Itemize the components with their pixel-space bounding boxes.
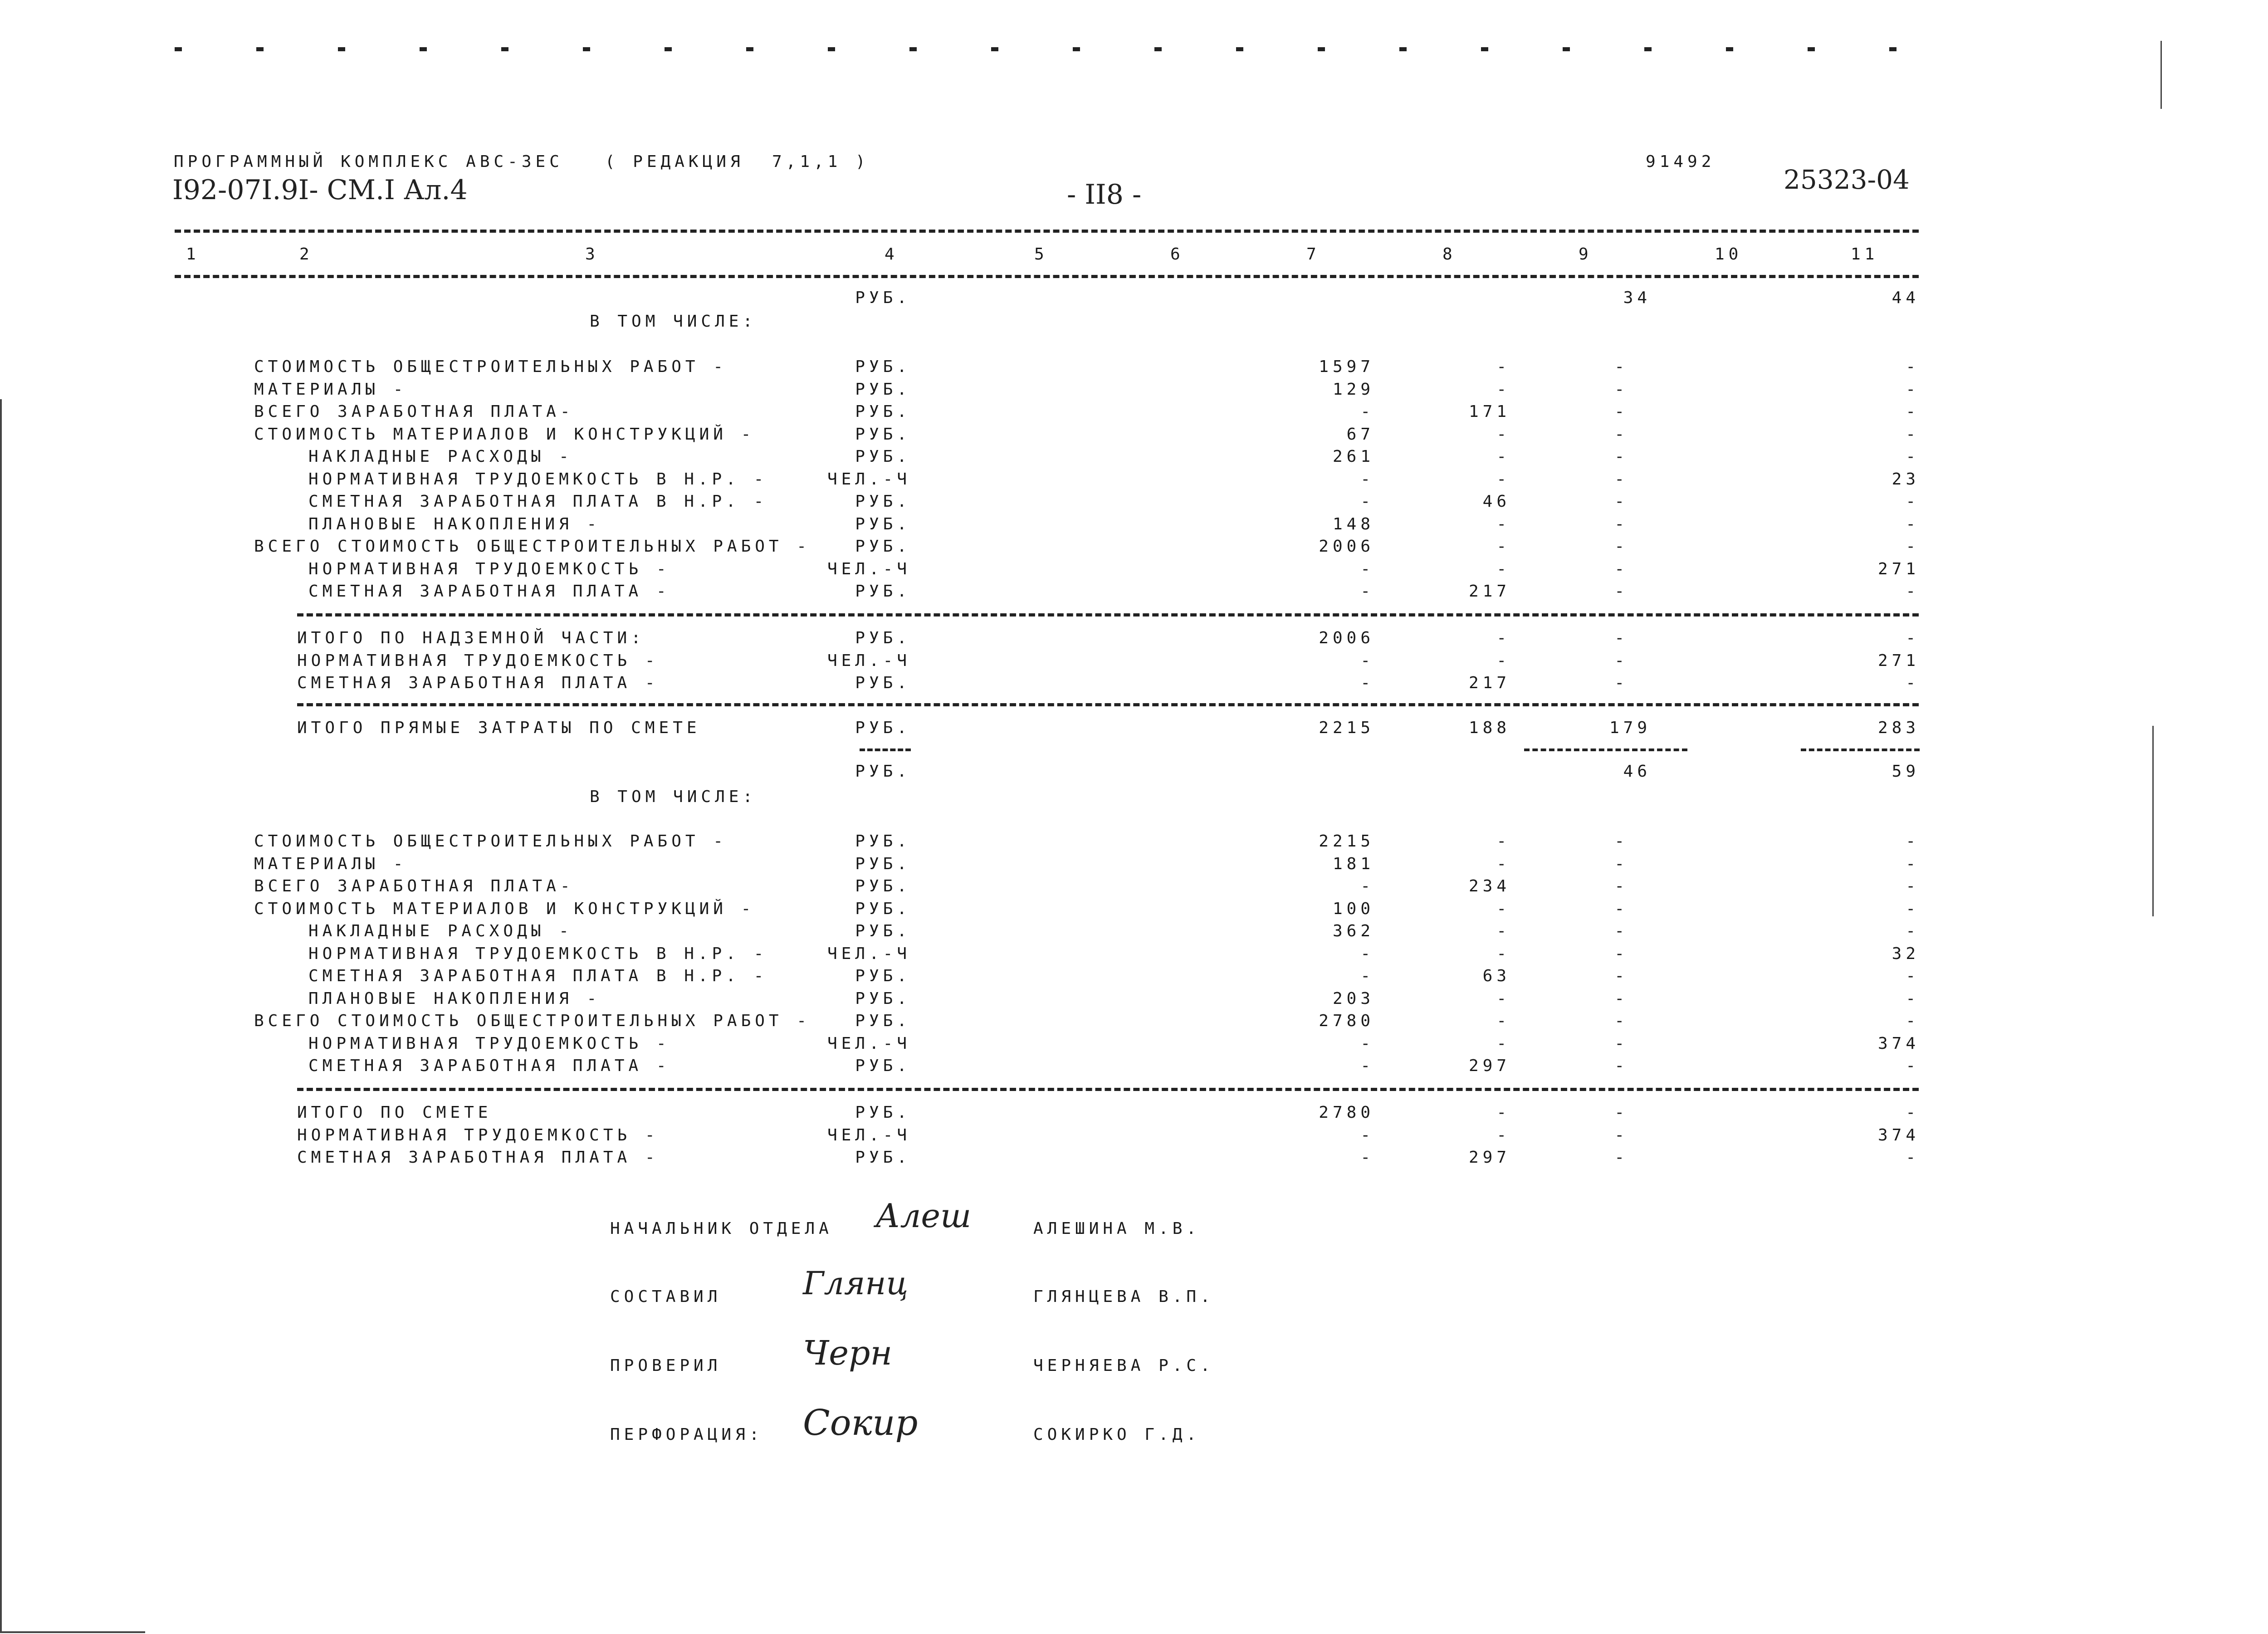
- row-unit: ЧЕЛ.-Ч: [827, 651, 911, 670]
- cell-col8: -: [1496, 1012, 1510, 1030]
- cell-col11: 271: [1877, 651, 1920, 670]
- subtotal-rule: [1801, 749, 1920, 751]
- row-label: СМЕТНАЯ ЗАРАБОТНАЯ ПЛАТА В Н.Р. -: [308, 967, 768, 985]
- row-label: НОРМАТИВНАЯ ТРУДОЕМКОСТЬ В Н.Р. -: [308, 944, 768, 963]
- subtotal-rule: [1524, 749, 1687, 751]
- cell-col11: -: [1906, 425, 1920, 444]
- row-label: МАТЕРИАЛЫ -: [254, 380, 407, 399]
- column-number: 7: [1306, 245, 1320, 264]
- cell-col11: 374: [1877, 1125, 1920, 1145]
- cell-col7: -: [1360, 559, 1374, 578]
- row-unit: ЧЕЛ.-Ч: [827, 1034, 911, 1053]
- row-label: НОРМАТИВНАЯ ТРУДОЕМКОСТЬ -: [308, 559, 670, 578]
- cell-col8: -: [1496, 854, 1510, 873]
- row-label: ПЛАНОВЫЕ НАКОПЛЕНИЯ -: [308, 514, 601, 533]
- perforation-dot: [501, 47, 508, 51]
- row-unit: РУБ.: [855, 922, 911, 940]
- cell-col11: -: [1906, 674, 1920, 692]
- row-unit: ЧЕЛ.-Ч: [827, 559, 911, 578]
- row-label: НАКЛАДНЫЕ РАСХОДЫ -: [308, 447, 573, 466]
- row-unit: РУБ.: [855, 380, 911, 399]
- cell-col11: 23: [1892, 470, 1920, 489]
- cell-col7: -: [1360, 582, 1374, 601]
- perforation-dot: [1726, 47, 1733, 51]
- column-number: 10: [1715, 245, 1743, 264]
- cell-col7: -: [1360, 967, 1374, 985]
- perforation-dot: [1808, 47, 1815, 51]
- cell-col8: -: [1496, 559, 1510, 578]
- cell-col8: -: [1496, 380, 1510, 399]
- cell-col7: 1597: [1319, 357, 1374, 376]
- cell-col8: -: [1496, 447, 1510, 466]
- row-label: ПЛАНОВЫЕ НАКОПЛЕНИЯ -: [308, 989, 601, 1008]
- row-label: ВСЕГО ЗАРАБОТНАЯ ПЛАТА-: [254, 877, 574, 895]
- cell-col11: -: [1906, 832, 1920, 851]
- row-unit: РУБ.: [855, 719, 911, 737]
- row-label: НОРМАТИВНАЯ ТРУДОЕМКОСТЬ -: [297, 651, 659, 670]
- cell-col8: 297: [1468, 1148, 1510, 1167]
- cell-col7: -: [1360, 1034, 1374, 1053]
- cell-col11: 59: [1892, 762, 1920, 781]
- subtotal-rule: [860, 749, 911, 751]
- divider: [297, 703, 1919, 706]
- cell-col7: -: [1360, 1125, 1374, 1145]
- signatory-name: АЛЕШИНА М.В.: [1033, 1219, 1201, 1238]
- row-unit: РУБ.: [855, 447, 911, 466]
- perforation-dot: [338, 47, 345, 51]
- handwritten-signature: Глянц: [803, 1265, 909, 1302]
- cell-col8: -: [1496, 651, 1510, 670]
- perforation-dot: [175, 47, 182, 51]
- cell-col8: -: [1496, 425, 1510, 444]
- cell-col9: -: [1614, 559, 1628, 578]
- cell-col7: 2006: [1319, 537, 1374, 556]
- cell-col7: 181: [1332, 854, 1374, 873]
- row-label: СТОИМОСТЬ МАТЕРИАЛОВ И КОНСТРУКЦИЙ -: [254, 425, 755, 444]
- cell-col11: -: [1906, 447, 1920, 466]
- sheet-id: I92-07I.9I- СМ.I Ал.4: [172, 174, 468, 206]
- cell-col11: -: [1906, 1057, 1920, 1075]
- cell-col7: -: [1360, 492, 1374, 511]
- cell-col11: -: [1906, 537, 1920, 556]
- cell-col7: -: [1360, 877, 1374, 895]
- cell-col9: -: [1614, 989, 1628, 1008]
- row-label: СМЕТНАЯ ЗАРАБОТНАЯ ПЛАТА -: [297, 674, 659, 692]
- cell-col8: -: [1496, 1034, 1510, 1053]
- cell-col9: -: [1614, 967, 1628, 985]
- cell-col9: -: [1614, 1034, 1628, 1053]
- cell-col8: -: [1496, 944, 1510, 963]
- cell-col9: -: [1614, 425, 1628, 444]
- cell-col8: -: [1496, 629, 1510, 647]
- row-unit: РУБ.: [855, 762, 911, 781]
- cell-col9: -: [1614, 922, 1628, 940]
- cell-col11: -: [1906, 899, 1920, 918]
- section-label: В ТОМ ЧИСЛЕ:: [590, 788, 757, 806]
- column-number: 8: [1442, 245, 1457, 264]
- signature-role: ПЕРФОРАЦИЯ:: [610, 1425, 763, 1444]
- cell-col7: 203: [1332, 989, 1374, 1008]
- column-number: 4: [885, 245, 899, 264]
- perforation-dot: [1563, 47, 1570, 51]
- perforation-dot: [1644, 47, 1652, 51]
- cell-col7: 129: [1332, 380, 1374, 399]
- scan-mark-right-2: [2152, 726, 2154, 916]
- page-number: - II8 -: [1067, 179, 1142, 210]
- cell-col7: 2215: [1319, 832, 1374, 851]
- row-label: НОРМАТИВНАЯ ТРУДОЕМКОСТЬ -: [297, 1125, 659, 1145]
- cell-col8: -: [1496, 899, 1510, 918]
- row-unit: РУБ.: [855, 629, 911, 647]
- cell-col11: -: [1906, 854, 1920, 873]
- scan-edge-left: [0, 399, 2, 1633]
- cell-col9: -: [1614, 537, 1628, 556]
- row-unit: РУБ.: [855, 1148, 911, 1167]
- cell-col7: 148: [1332, 514, 1374, 533]
- doc-code: 91492: [1646, 152, 1716, 171]
- row-unit: РУБ.: [855, 514, 911, 533]
- row-label: СТОИМОСТЬ ОБЩЕСТРОИТЕЛЬНЫХ РАБОТ -: [254, 832, 727, 851]
- perforation-dot: [1154, 47, 1162, 51]
- row-unit: РУБ.: [855, 1103, 911, 1122]
- cell-col9: -: [1614, 674, 1628, 692]
- cell-col11: 374: [1877, 1034, 1920, 1053]
- perforation-dot: [1318, 47, 1325, 51]
- row-unit: ЧЕЛ.-Ч: [827, 1125, 911, 1145]
- cell-col7: -: [1360, 402, 1374, 421]
- signature-role: СОСТАВИЛ: [610, 1287, 722, 1306]
- cell-col8: 63: [1482, 967, 1510, 985]
- cell-col9: 179: [1609, 719, 1651, 737]
- cell-col9: -: [1614, 1148, 1628, 1167]
- row-label: НОРМАТИВНАЯ ТРУДОЕМКОСТЬ -: [308, 1034, 670, 1053]
- cell-col7: 261: [1332, 447, 1374, 466]
- perforation-dot: [1889, 47, 1897, 51]
- cell-col8: -: [1496, 922, 1510, 940]
- row-label: ВСЕГО СТОИМОСТЬ ОБЩЕСТРОИТЕЛЬНЫХ РАБОТ -: [254, 537, 811, 556]
- cell-col9: -: [1614, 944, 1628, 963]
- row-unit: РУБ.: [855, 582, 911, 601]
- perforation-dot: [583, 47, 590, 51]
- row-unit: РУБ.: [855, 425, 911, 444]
- row-unit: ЧЕЛ.-Ч: [827, 470, 911, 489]
- divider: [297, 1088, 1919, 1091]
- handwritten-signature: Алеш: [875, 1197, 972, 1235]
- cell-col7: 2780: [1319, 1103, 1374, 1122]
- cell-col9: -: [1614, 470, 1628, 489]
- row-label: НОРМАТИВНАЯ ТРУДОЕМКОСТЬ В Н.Р. -: [308, 470, 768, 489]
- row-label: ВСЕГО ЗАРАБОТНАЯ ПЛАТА-: [254, 402, 574, 421]
- perforation-dot: [1399, 47, 1407, 51]
- row-unit: РУБ.: [855, 899, 911, 918]
- row-unit: РУБ.: [855, 537, 911, 556]
- cell-col9: -: [1614, 1125, 1628, 1145]
- row-label: СМЕТНАЯ ЗАРАБОТНАЯ ПЛАТА В Н.Р. -: [308, 492, 768, 511]
- cell-col9: -: [1614, 357, 1628, 376]
- cell-col11: -: [1906, 492, 1920, 511]
- cell-col11: -: [1906, 1103, 1920, 1122]
- row-unit: РУБ.: [855, 674, 911, 692]
- cell-col11: 44: [1892, 289, 1920, 307]
- row-unit: РУБ.: [855, 832, 911, 851]
- cell-col9: -: [1614, 447, 1628, 466]
- scan-edge-bottom: [0, 1631, 145, 1633]
- signatory-name: ГЛЯНЦЕВА В.П.: [1033, 1287, 1214, 1306]
- cell-col7: 2006: [1319, 629, 1374, 647]
- cell-col11: -: [1906, 514, 1920, 533]
- perforation-dot: [256, 47, 264, 51]
- cell-col7: 2215: [1319, 719, 1374, 737]
- scan-mark-right-1: [2160, 41, 2162, 109]
- cell-col8: -: [1496, 357, 1510, 376]
- signatory-name: ЧЕРНЯЕВА Р.С.: [1033, 1356, 1214, 1375]
- row-label: СТОИМОСТЬ ОБЩЕСТРОИТЕЛЬНЫХ РАБОТ -: [254, 357, 727, 376]
- cell-col8: 171: [1468, 402, 1510, 421]
- row-unit: РУБ.: [855, 1012, 911, 1030]
- cell-col9: -: [1614, 514, 1628, 533]
- divider-columns: [175, 275, 1919, 278]
- row-label: СМЕТНАЯ ЗАРАБОТНАЯ ПЛАТА -: [308, 1057, 670, 1075]
- perforation-dot: [828, 47, 835, 51]
- cell-col8: -: [1496, 1103, 1510, 1122]
- row-unit: РУБ.: [855, 854, 911, 873]
- cell-col7: -: [1360, 944, 1374, 963]
- row-unit: РУБ.: [855, 357, 911, 376]
- stamp-number: 25323-04: [1784, 164, 1910, 195]
- row-unit: РУБ.: [855, 492, 911, 511]
- cell-col11: -: [1906, 967, 1920, 985]
- cell-col7: -: [1360, 1057, 1374, 1075]
- perforation-dot: [909, 47, 917, 51]
- cell-col9: -: [1614, 1057, 1628, 1075]
- row-unit: РУБ.: [855, 989, 911, 1008]
- cell-col9: -: [1614, 1012, 1628, 1030]
- cell-col11: -: [1906, 1148, 1920, 1167]
- cell-col9: 34: [1623, 289, 1651, 307]
- divider: [297, 613, 1919, 616]
- cell-col9: 46: [1623, 762, 1651, 781]
- cell-col7: 100: [1332, 899, 1374, 918]
- cell-col8: -: [1496, 832, 1510, 851]
- cell-col8: 234: [1468, 877, 1510, 895]
- cell-col11: -: [1906, 629, 1920, 647]
- cell-col8: -: [1496, 989, 1510, 1008]
- row-label: СТОИМОСТЬ МАТЕРИАЛОВ И КОНСТРУКЦИЙ -: [254, 899, 755, 918]
- cell-col7: -: [1360, 1148, 1374, 1167]
- row-label: СМЕТНАЯ ЗАРАБОТНАЯ ПЛАТА -: [308, 582, 670, 601]
- cell-col8: -: [1496, 514, 1510, 533]
- cell-col9: -: [1614, 877, 1628, 895]
- cell-col11: -: [1906, 582, 1920, 601]
- row-label: НАКЛАДНЫЕ РАСХОДЫ -: [308, 922, 573, 940]
- column-number: 2: [299, 245, 313, 264]
- cell-col8: -: [1496, 470, 1510, 489]
- cell-col8: 188: [1468, 719, 1510, 737]
- program-header: ПРОГРАММНЫЙ КОМПЛЕКС АВС-3ЕС ( РЕДАКЦИЯ 7,1,1 ): [174, 152, 870, 171]
- cell-col9: -: [1614, 402, 1628, 421]
- divider-top: [175, 230, 1919, 233]
- perforation-dot: [665, 47, 672, 51]
- cell-col11: 271: [1877, 559, 1920, 578]
- signatory-name: СОКИРКО Г.Д.: [1033, 1425, 1201, 1444]
- cell-col9: -: [1614, 854, 1628, 873]
- section-label: В ТОМ ЧИСЛЕ:: [590, 312, 757, 331]
- cell-col9: -: [1614, 380, 1628, 399]
- row-unit: РУБ.: [855, 402, 911, 421]
- handwritten-signature: Сокир: [803, 1403, 918, 1443]
- column-number: 5: [1034, 245, 1048, 264]
- row-unit: РУБ.: [855, 1057, 911, 1075]
- cell-col7: -: [1360, 674, 1374, 692]
- row-label: ИТОГО ПО СМЕТЕ: [297, 1103, 492, 1122]
- cell-col8: 217: [1468, 582, 1510, 601]
- column-number: 9: [1579, 245, 1593, 264]
- row-label: ИТОГО ПРЯМЫЕ ЗАТРАТЫ ПО СМЕТЕ: [297, 719, 701, 737]
- row-unit: РУБ.: [855, 289, 911, 307]
- column-number: 11: [1851, 245, 1879, 264]
- perforation-dot: [1073, 47, 1080, 51]
- signature-role: ПРОВЕРИЛ: [610, 1356, 722, 1375]
- row-label: ВСЕГО СТОИМОСТЬ ОБЩЕСТРОИТЕЛЬНЫХ РАБОТ -: [254, 1012, 811, 1030]
- row-label: СМЕТНАЯ ЗАРАБОТНАЯ ПЛАТА -: [297, 1148, 659, 1167]
- perforation-dot: [991, 47, 998, 51]
- row-label: МАТЕРИАЛЫ -: [254, 854, 407, 873]
- cell-col7: 362: [1332, 922, 1374, 940]
- perforation-dot: [1481, 47, 1488, 51]
- row-unit: РУБ.: [855, 967, 911, 985]
- cell-col8: -: [1496, 537, 1510, 556]
- column-number: 1: [186, 245, 200, 264]
- cell-col11: -: [1906, 1012, 1920, 1030]
- cell-col9: -: [1614, 832, 1628, 851]
- cell-col9: -: [1614, 582, 1628, 601]
- cell-col7: -: [1360, 470, 1374, 489]
- cell-col9: -: [1614, 492, 1628, 511]
- cell-col9: -: [1614, 1103, 1628, 1122]
- cell-col8: 46: [1482, 492, 1510, 511]
- cell-col7: 2780: [1319, 1012, 1374, 1030]
- cell-col11: 283: [1877, 719, 1920, 737]
- cell-col11: -: [1906, 380, 1920, 399]
- column-number: 3: [585, 245, 599, 264]
- cell-col8: 297: [1468, 1057, 1510, 1075]
- cell-col11: -: [1906, 989, 1920, 1008]
- row-unit: РУБ.: [855, 877, 911, 895]
- row-unit: ЧЕЛ.-Ч: [827, 944, 911, 963]
- cell-col9: -: [1614, 899, 1628, 918]
- row-label: ИТОГО ПО НАДЗЕМНОЙ ЧАСТИ:: [297, 629, 645, 647]
- signature-role: НАЧАЛЬНИК ОТДЕЛА: [610, 1219, 833, 1238]
- cell-col7: 67: [1346, 425, 1374, 444]
- cell-col7: -: [1360, 651, 1374, 670]
- handwritten-signature: Черн: [803, 1334, 893, 1373]
- cell-col8: -: [1496, 1125, 1510, 1145]
- perforation-dot: [420, 47, 427, 51]
- cell-col8: 217: [1468, 674, 1510, 692]
- cell-col11: -: [1906, 402, 1920, 421]
- cell-col11: -: [1906, 357, 1920, 376]
- cell-col11: -: [1906, 877, 1920, 895]
- perforation-dot: [746, 47, 753, 51]
- column-number: 6: [1170, 245, 1184, 264]
- cell-col11: 32: [1892, 944, 1920, 963]
- cell-col9: -: [1614, 629, 1628, 647]
- perforation-dot: [1236, 47, 1243, 51]
- cell-col9: -: [1614, 651, 1628, 670]
- cell-col11: -: [1906, 922, 1920, 940]
